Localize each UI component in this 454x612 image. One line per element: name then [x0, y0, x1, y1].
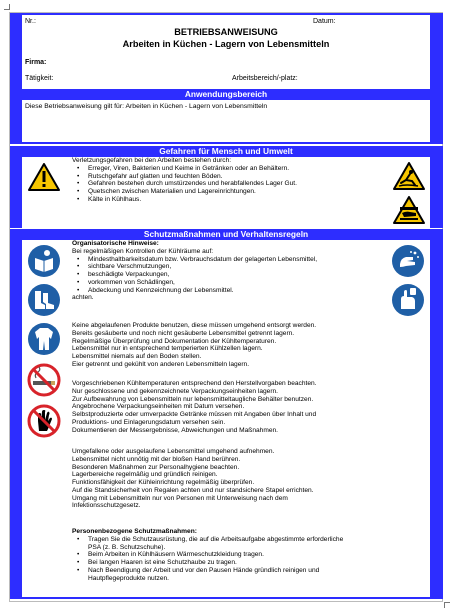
list-item: • Quetschen zwischen Materialien und Lagereinrichtungen. [72, 188, 382, 196]
list-item: • Beim Arbeiten in Kühlhäusern Wärmeschutzkleidung tragen. [72, 551, 347, 559]
document-subtitle: Arbeiten in Küchen - Lagern von Lebensmitteln [122, 39, 330, 49]
hazards-text [72, 157, 382, 204]
crop-mark-top-left [4, 4, 10, 10]
nr-label: Nr.: [25, 18, 36, 25]
ppe-section [72, 528, 347, 582]
list-item: • Bei langen Haaren ist eine Schutzhaube zu tragen. [72, 559, 347, 567]
ppe-list [72, 536, 347, 583]
hazards-panel [22, 157, 430, 228]
read-instructions-icon [27, 244, 61, 278]
warning-general-icon [27, 162, 61, 192]
text-line: Dokumentieren der Messergebnisse, Abweichungen und Maßnahmen. [72, 426, 278, 434]
warning-hand-crush-icon [392, 195, 426, 225]
hand-protection-cream-icon [391, 283, 425, 317]
list-item: • Tragen Sie die Schutzausrüstung, die auf die Arbeitsaufgabe abgestimmte erforderliche PSA (z. B. Schutzschuhe). [72, 536, 347, 552]
hazards-list [72, 165, 382, 204]
scope-heading: Anwendungsbereich [22, 89, 430, 100]
list-item: • Abdeckung und Kennzeichnung der Lebensmittel. [72, 287, 387, 295]
text-line: Funktionsfähigkeit der Kühleinrichtung regelmäßig überprüfen. [72, 479, 255, 487]
wash-hands-icon [391, 244, 425, 278]
text-line: Zur Aufbewahrung von Lebensmitteln nur lebensmitteltaugliche Behälter benutzen. [72, 395, 314, 403]
text-line: Lebensmittel niemals auf den Boden stellen. [72, 353, 202, 361]
text-line: Angebrochene Verpackungseinheiten mit Datum versehen. [72, 403, 245, 411]
crop-mark-bottom-right [444, 602, 450, 608]
ppe-title: Personenbezogene Schutzmaßnahmen: [72, 528, 197, 535]
org-list [72, 256, 387, 295]
list-item: • Rutschgefahr auf glatten und feuchten Böden. [72, 173, 382, 181]
org-outro: achten. [72, 294, 94, 302]
document-title: BETRIEBSANWEISUNG [174, 27, 278, 37]
text-line: Umgefallene oder ausgelaufene Lebensmittel umgehend aufnehmen. [72, 448, 275, 455]
text-line: Bereits gesäuberte und noch nicht gesäuberte Lebensmittel getrennt lagern. [72, 329, 295, 337]
arbeitsbereich-label: Arbeitsbereich/-platz: [232, 75, 298, 82]
datum-label: Datum: [313, 18, 336, 25]
text-line: Infektionsschutzgesetz. [72, 502, 141, 510]
list-item: • Kälte in Kühlhaus. [72, 196, 382, 204]
text-line: Produktions- und Einlagerungsdatum versehen sein. [72, 418, 226, 426]
do-not-touch-icon [27, 404, 61, 438]
text-line: Vorgeschriebenen Kühltemperaturen entsprechend den Herstellvorgaben beachten. [72, 380, 317, 387]
text-line: Selbstproduzierte oder umverpackte Getränke müssen mit Angaben über Inhalt und [72, 411, 317, 419]
firma-label: Firma: [25, 59, 47, 66]
header-panel [22, 15, 430, 91]
taetigkeit-label: Tätigkeit: [25, 75, 54, 82]
text-line: Keine abgelaufenen Produkte benutzen, diese müssen umgehend entsorgt werden. [72, 322, 317, 329]
org-intro: Bei regelmäßigen Kontrollen der Kühlräume auf: [72, 247, 214, 255]
text-line: Eier getrennt und gekühlt von anderen Lebensmitteln lagern. [72, 360, 250, 368]
text-line: Regelmäßige Überprüfung und Dokumentation der Kühltemperaturen. [72, 337, 277, 345]
text-line: Umgang mit Lebensmitteln nur von Personen mit Unterweisung nach dem [72, 494, 288, 502]
list-item: • Nach Beendigung der Arbeit und vor den Pausen Hände gründlich reinigen und Hautpflegeprodukte nutzen. [72, 567, 347, 583]
list-item: • vorkommen von Schädlingen, [72, 279, 387, 287]
list-item: • Mindesthaltbarkeitsdatum bzw. Verbrauchsdatum der gelagerten Lebensmittel, [72, 256, 387, 264]
hazards-intro: Verletzungsgefahren bei den Arbeiten bestehen durch: [72, 157, 232, 164]
paragraph-cooling [72, 380, 387, 434]
org-title: Organisatorische Hinweise: [72, 240, 159, 247]
text-line: Lagerbereiche regelmäßig und gründlich reinigen. [72, 471, 218, 479]
scope-text: Diese Betriebsanweisung gilt für: Arbeiten in Küchen - Lagern von Lebensmitteln [25, 103, 268, 110]
warning-slippery-floor-icon [392, 161, 426, 191]
text-line: Besonderen Maßnahmen zur Personalhygiene beachten. [72, 463, 240, 471]
text-line: Lebensmittel nur in entsprechend temperierten Kühlzellen lagern. [72, 345, 263, 353]
paragraph-storage [72, 322, 387, 369]
org-notes [72, 240, 387, 302]
text-line: Auf die Standsicherheit von Regalen achten und nur standsichere Stapel errichten. [72, 486, 314, 494]
list-item: • sichtbare Verschmutzungen, [72, 263, 387, 271]
safety-boots-icon [27, 283, 61, 317]
no-smoking-icon [27, 363, 61, 397]
protection-heading: Schutzmaßnahmen und Verhaltensregeln [22, 229, 430, 240]
protective-clothing-icon [27, 322, 61, 356]
list-item: • Erreger, Viren, Bakterien und Keime in Getränken oder an Behältern. [72, 165, 382, 173]
text-line: Nur geschlossene und gekennzeichnete Verpackungseinheiten lagern. [72, 387, 279, 395]
paragraph-handling [72, 448, 387, 510]
hazards-heading: Gefahren für Mensch und Umwelt [22, 146, 430, 157]
scope-panel [22, 100, 430, 142]
list-item: • Gefahren bestehen durch umstürzendes und herabfallendes Lager Gut. [72, 180, 382, 188]
text-line: Lebensmittel nicht unnötig mit der bloßen Hand berühren. [72, 455, 241, 463]
protection-panel [22, 240, 430, 597]
list-item: • beschädigte Verpackungen, [72, 271, 387, 279]
